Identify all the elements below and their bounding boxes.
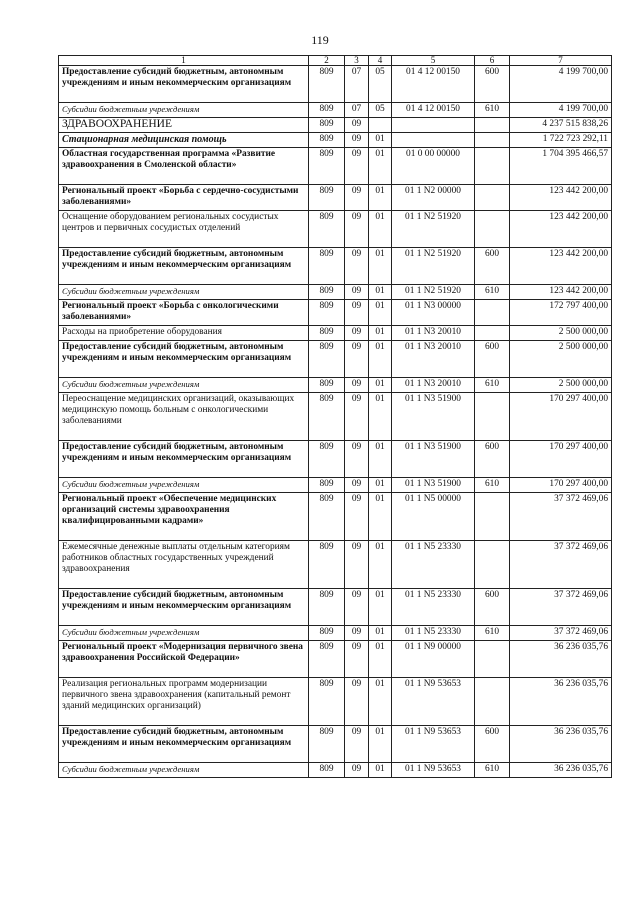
section-code-cell: 09 <box>345 678 369 726</box>
ministry-code-cell: 809 <box>309 478 345 493</box>
target-article-cell: 01 1 N9 53653 <box>392 678 475 726</box>
table-row <box>59 378 612 393</box>
expense-type-cell <box>475 641 510 678</box>
target-article-cell: 01 1 N3 51900 <box>392 478 475 493</box>
ministry-code-cell: 809 <box>309 285 345 300</box>
row-name-cell: Предоставление субсидий бюджетным, автономным учреждениям и иным некоммерческим организациям <box>59 341 309 378</box>
amount-cell: 1 722 723 292,11 <box>510 133 612 148</box>
table-row <box>59 148 612 185</box>
row-name-cell: Оснащение оборудованием региональных сосудистых центров и первичных сосудистых отделений <box>59 211 309 248</box>
expense-type-cell <box>475 211 510 248</box>
section-code-cell: 09 <box>345 118 369 133</box>
expense-type-cell <box>475 133 510 148</box>
ministry-code-cell: 809 <box>309 763 345 778</box>
amount-cell: 36 236 035,76 <box>510 763 612 778</box>
table-row <box>59 133 612 148</box>
section-code-cell: 07 <box>345 66 369 103</box>
expense-type-cell <box>475 118 510 133</box>
table-row <box>59 211 612 248</box>
table-row <box>59 726 612 763</box>
amount-cell: 36 236 035,76 <box>510 641 612 678</box>
ministry-code-cell: 809 <box>309 211 345 248</box>
row-name-cell: Предоставление субсидий бюджетным, автономным учреждениям и иным некоммерческим организациям <box>59 726 309 763</box>
amount-cell: 123 442 200,00 <box>510 185 612 211</box>
table-row <box>59 300 612 326</box>
expense-type-cell: 610 <box>475 763 510 778</box>
expense-type-cell: 610 <box>475 378 510 393</box>
expense-type-cell: 600 <box>475 441 510 478</box>
ministry-code-cell: 809 <box>309 726 345 763</box>
subsection-code-cell: 01 <box>369 285 392 300</box>
expense-type-cell <box>475 541 510 589</box>
ministry-code-cell: 809 <box>309 493 345 541</box>
amount-cell: 123 442 200,00 <box>510 248 612 285</box>
section-code-cell: 09 <box>345 378 369 393</box>
ministry-code-cell: 809 <box>309 641 345 678</box>
subsection-code-cell: 01 <box>369 626 392 641</box>
section-code-cell: 09 <box>345 326 369 341</box>
subsection-code-cell: 01 <box>369 326 392 341</box>
section-code-cell: 09 <box>345 726 369 763</box>
expense-type-cell <box>475 493 510 541</box>
row-name-cell: Стационарная медицинская помощь <box>59 133 309 148</box>
amount-cell: 2 500 000,00 <box>510 378 612 393</box>
subsection-code-cell: 01 <box>369 341 392 378</box>
row-name-cell: Предоставление субсидий бюджетным, автономным учреждениям и иным некоммерческим организациям <box>59 589 309 626</box>
amount-cell: 123 442 200,00 <box>510 285 612 300</box>
target-article-cell: 01 1 N5 00000 <box>392 493 475 541</box>
row-name-cell: Субсидии бюджетным учреждениям <box>59 626 309 641</box>
target-article-cell: 01 1 N5 23330 <box>392 626 475 641</box>
subsection-code-cell: 01 <box>369 441 392 478</box>
expense-type-cell: 610 <box>475 103 510 118</box>
target-article-cell: 01 1 N3 20010 <box>392 378 475 393</box>
subsection-code-cell: 01 <box>369 763 392 778</box>
amount-cell: 172 797 400,00 <box>510 300 612 326</box>
table-row <box>59 341 612 378</box>
section-code-cell: 07 <box>345 103 369 118</box>
row-name-cell: Региональный проект «Модернизация первичного звена здравоохранения Российской Федерации» <box>59 641 309 678</box>
table-row <box>59 641 612 678</box>
section-code-cell: 09 <box>345 626 369 641</box>
section-code-cell: 09 <box>345 589 369 626</box>
amount-cell: 1 704 395 466,57 <box>510 148 612 185</box>
subsection-code-cell: 01 <box>369 148 392 185</box>
target-article-cell: 01 1 N5 23330 <box>392 541 475 589</box>
table-row <box>59 678 612 726</box>
amount-cell: 36 236 035,76 <box>510 726 612 763</box>
amount-cell: 4 199 700,00 <box>510 66 612 103</box>
table-row <box>59 541 612 589</box>
subsection-code-cell: 01 <box>369 185 392 211</box>
ministry-code-cell: 809 <box>309 441 345 478</box>
page-number: 119 <box>311 33 329 47</box>
expense-type-cell: 600 <box>475 726 510 763</box>
ministry-code-cell: 809 <box>309 589 345 626</box>
table-row <box>59 285 612 300</box>
expense-type-cell: 610 <box>475 626 510 641</box>
ministry-code-cell: 809 <box>309 326 345 341</box>
target-article-cell: 01 1 N2 00000 <box>392 185 475 211</box>
target-article-cell: 01 1 N9 00000 <box>392 641 475 678</box>
target-article-cell: 01 4 12 00150 <box>392 103 475 118</box>
row-name-cell: Предоставление субсидий бюджетным, автономным учреждениям и иным некоммерческим организациям <box>59 441 309 478</box>
amount-cell: 2 500 000,00 <box>510 341 612 378</box>
target-article-cell: 01 1 N5 23330 <box>392 589 475 626</box>
amount-cell: 123 442 200,00 <box>510 211 612 248</box>
table-row <box>59 589 612 626</box>
amount-cell: 37 372 469,06 <box>510 626 612 641</box>
subsection-code-cell: 01 <box>369 589 392 626</box>
expense-type-cell: 600 <box>475 66 510 103</box>
row-name-cell: Субсидии бюджетным учреждениям <box>59 103 309 118</box>
ministry-code-cell: 809 <box>309 103 345 118</box>
ministry-code-cell: 809 <box>309 118 345 133</box>
section-code-cell: 09 <box>345 541 369 589</box>
subsection-code-cell: 01 <box>369 211 392 248</box>
expense-type-cell: 600 <box>475 341 510 378</box>
target-article-cell: 01 1 N9 53653 <box>392 726 475 763</box>
column-header: 4 <box>369 56 392 66</box>
table-row <box>59 248 612 285</box>
amount-cell: 4 199 700,00 <box>510 103 612 118</box>
target-article-cell: 01 1 N2 51920 <box>392 285 475 300</box>
row-name-cell: Субсидии бюджетным учреждениям <box>59 763 309 778</box>
budget-table <box>58 55 612 778</box>
ministry-code-cell: 809 <box>309 541 345 589</box>
row-name-cell: Переоснащение медицинских организаций, оказывающих медицинскую помощь больным с онкологическими заболеваниями <box>59 393 309 441</box>
subsection-code-cell: 01 <box>369 541 392 589</box>
section-code-cell: 09 <box>345 148 369 185</box>
subsection-code-cell: 01 <box>369 300 392 326</box>
target-article-cell: 01 4 12 00150 <box>392 66 475 103</box>
row-name-cell: Областная государственная программа «Развитие здравоохранения в Смоленской области» <box>59 148 309 185</box>
expense-type-cell <box>475 393 510 441</box>
subsection-code-cell: 01 <box>369 493 392 541</box>
subsection-code-cell <box>369 118 392 133</box>
target-article-cell: 01 1 N3 00000 <box>392 300 475 326</box>
column-header: 2 <box>309 56 345 66</box>
target-article-cell: 01 1 N2 51920 <box>392 248 475 285</box>
subsection-code-cell: 01 <box>369 378 392 393</box>
ministry-code-cell: 809 <box>309 678 345 726</box>
subsection-code-cell: 01 <box>369 133 392 148</box>
table-row <box>59 626 612 641</box>
row-name-cell: Региональный проект «Борьба с сердечно-сосудистыми заболеваниями» <box>59 185 309 211</box>
target-article-cell <box>392 133 475 148</box>
target-article-cell: 01 1 N3 51900 <box>392 441 475 478</box>
amount-cell: 37 372 469,06 <box>510 493 612 541</box>
column-header: 1 <box>59 56 309 66</box>
ministry-code-cell: 809 <box>309 185 345 211</box>
amount-cell: 170 297 400,00 <box>510 478 612 493</box>
ministry-code-cell: 809 <box>309 300 345 326</box>
column-header-row <box>59 56 612 66</box>
amount-cell: 36 236 035,76 <box>510 678 612 726</box>
table-row <box>59 393 612 441</box>
ministry-code-cell: 809 <box>309 341 345 378</box>
ministry-code-cell: 809 <box>309 148 345 185</box>
subsection-code-cell: 05 <box>369 66 392 103</box>
subsection-code-cell: 01 <box>369 393 392 441</box>
expense-type-cell <box>475 300 510 326</box>
section-code-cell: 09 <box>345 185 369 211</box>
table-row <box>59 441 612 478</box>
table-row <box>59 763 612 778</box>
amount-cell: 37 372 469,06 <box>510 541 612 589</box>
ministry-code-cell: 809 <box>309 248 345 285</box>
row-name-cell: Реализация региональных программ модернизации первичного звена здравоохранения (капитальный ремонт зданий медицинских организаций) <box>59 678 309 726</box>
table-row <box>59 478 612 493</box>
amount-cell: 170 297 400,00 <box>510 441 612 478</box>
subsection-code-cell: 01 <box>369 248 392 285</box>
section-code-cell: 09 <box>345 478 369 493</box>
expense-type-cell <box>475 678 510 726</box>
ministry-code-cell: 809 <box>309 626 345 641</box>
column-header: 3 <box>345 56 369 66</box>
column-header: 6 <box>475 56 510 66</box>
row-name-cell: ЗДРАВООХРАНЕНИЕ <box>59 118 309 133</box>
expense-type-cell: 600 <box>475 248 510 285</box>
row-name-cell: Ежемесячные денежные выплаты отдельным категориям работников областных государственных учреждений здравоохранения <box>59 541 309 589</box>
target-article-cell: 01 1 N3 20010 <box>392 326 475 341</box>
table-row <box>59 185 612 211</box>
section-code-cell: 09 <box>345 211 369 248</box>
row-name-cell: Субсидии бюджетным учреждениям <box>59 378 309 393</box>
target-article-cell: 01 0 00 00000 <box>392 148 475 185</box>
ministry-code-cell: 809 <box>309 66 345 103</box>
row-name-cell: Предоставление субсидий бюджетным, автономным учреждениям и иным некоммерческим организациям <box>59 66 309 103</box>
amount-cell: 4 237 515 838,26 <box>510 118 612 133</box>
row-name-cell: Субсидии бюджетным учреждениям <box>59 285 309 300</box>
target-article-cell: 01 1 N3 20010 <box>392 341 475 378</box>
expense-type-cell <box>475 148 510 185</box>
target-article-cell <box>392 118 475 133</box>
subsection-code-cell: 01 <box>369 641 392 678</box>
table-row <box>59 118 612 133</box>
section-code-cell: 09 <box>345 763 369 778</box>
row-name-cell: Субсидии бюджетным учреждениям <box>59 478 309 493</box>
ministry-code-cell: 809 <box>309 378 345 393</box>
ministry-code-cell: 809 <box>309 133 345 148</box>
section-code-cell: 09 <box>345 285 369 300</box>
column-header: 5 <box>392 56 475 66</box>
section-code-cell: 09 <box>345 300 369 326</box>
row-name-cell: Расходы на приобретение оборудования <box>59 326 309 341</box>
ministry-code-cell: 809 <box>309 393 345 441</box>
expense-type-cell <box>475 326 510 341</box>
amount-cell: 37 372 469,06 <box>510 589 612 626</box>
row-name-cell: Региональный проект «Обеспечение медицинских организаций системы здравоохранения квалифицированными кадрами» <box>59 493 309 541</box>
target-article-cell: 01 1 N2 51920 <box>392 211 475 248</box>
amount-cell: 170 297 400,00 <box>510 393 612 441</box>
subsection-code-cell: 01 <box>369 678 392 726</box>
amount-cell: 2 500 000,00 <box>510 326 612 341</box>
expense-type-cell: 610 <box>475 285 510 300</box>
table-row <box>59 493 612 541</box>
row-name-cell: Региональный проект «Борьба с онкологическими заболеваниями» <box>59 300 309 326</box>
section-code-cell: 09 <box>345 248 369 285</box>
subsection-code-cell: 01 <box>369 478 392 493</box>
subsection-code-cell: 05 <box>369 103 392 118</box>
table-row <box>59 103 612 118</box>
subsection-code-cell: 01 <box>369 726 392 763</box>
section-code-cell: 09 <box>345 133 369 148</box>
section-code-cell: 09 <box>345 441 369 478</box>
expense-type-cell <box>475 185 510 211</box>
section-code-cell: 09 <box>345 641 369 678</box>
section-code-cell: 09 <box>345 341 369 378</box>
table-row <box>59 66 612 103</box>
expense-type-cell: 600 <box>475 589 510 626</box>
target-article-cell: 01 1 N3 51900 <box>392 393 475 441</box>
table-row <box>59 326 612 341</box>
section-code-cell: 09 <box>345 493 369 541</box>
section-code-cell: 09 <box>345 393 369 441</box>
row-name-cell: Предоставление субсидий бюджетным, автономным учреждениям и иным некоммерческим организациям <box>59 248 309 285</box>
target-article-cell: 01 1 N9 53653 <box>392 763 475 778</box>
expense-type-cell: 610 <box>475 478 510 493</box>
column-header: 7 <box>510 56 612 66</box>
